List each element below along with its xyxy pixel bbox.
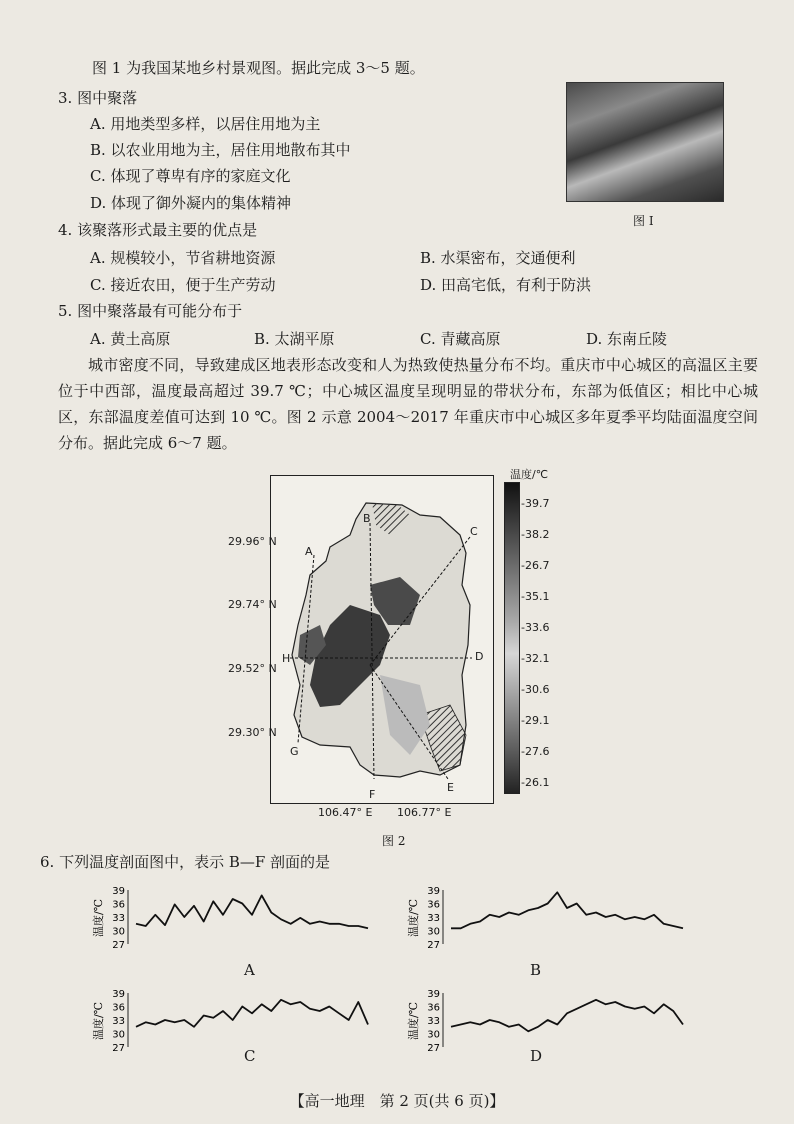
y-tick-label: 36 — [112, 1002, 125, 1014]
legend-tick: -35.1 — [521, 590, 550, 603]
legend-tick: -32.1 — [521, 652, 550, 665]
y-tick-label: 30 — [427, 926, 440, 938]
profile-chart-b[interactable] — [405, 882, 695, 954]
y-tick-label: 27 — [112, 940, 125, 951]
q3-stem: 3. 图中聚落 — [58, 89, 138, 107]
q4-option-a: A. 规模较小，节省耕地资源 — [90, 249, 276, 267]
q3-option-a: A. 用地类型多样，以居住用地为主 — [90, 115, 321, 133]
intro-fig2: 城市密度不同，导致建成区地表形态改变和人为热致使热量分布不均。重庆市中心城区的高温区主要位于中西部，温度最高超过 39.7 ℃；中心城区温度呈现明显的带状分布，东部为低值区；相比中心城区，东部温度差值可达到 10 ℃。图 2 示意 2004～2017 年重庆市中心城区多年夏季平均陆面温度空间分布。据此完成 6～7 题。 — [58, 356, 758, 452]
y-axis-title: 温度/℃ — [92, 1001, 105, 1041]
profile-line — [136, 895, 368, 928]
chart-label-a: A — [244, 961, 255, 979]
village-photo — [566, 82, 724, 202]
y-tick-label: 30 — [112, 926, 125, 938]
lat-label-2: 29.74° N — [228, 598, 277, 611]
q5-option-b: B. 太湖平原 — [254, 330, 335, 348]
legend-tick: -39.7 — [521, 497, 550, 510]
y-tick-label: 36 — [427, 899, 440, 911]
y-tick-label: 27 — [427, 1043, 440, 1054]
profile-line — [451, 1000, 683, 1032]
map-label-g: G — [290, 745, 299, 758]
lat-label-1: 29.96° N — [228, 535, 277, 548]
legend-tick: -29.1 — [521, 714, 550, 727]
y-axis-title: 温度/℃ — [92, 898, 105, 938]
q5-option-a: A. 黄土高原 — [90, 330, 171, 348]
q5-option-d: D. 东南丘陵 — [586, 330, 668, 348]
legend-tick: -26.1 — [521, 776, 550, 789]
legend-tick: -38.2 — [521, 528, 550, 541]
legend-tick: -33.6 — [521, 621, 550, 634]
map-label-d: D — [475, 650, 484, 663]
map-label-f: F — [369, 788, 376, 801]
chart-label-d: D — [530, 1047, 543, 1065]
chart-label-b: B — [530, 961, 542, 979]
y-tick-label: 39 — [112, 886, 125, 897]
profile-chart-c[interactable] — [90, 985, 380, 1057]
y-axis-title: 温度/℃ — [407, 898, 420, 938]
legend-tick: -30.6 — [521, 683, 550, 696]
y-tick-label: 39 — [427, 886, 440, 897]
map-label-h: H — [282, 652, 291, 665]
q4-stem: 4. 该聚落形式最主要的优点是 — [58, 221, 258, 239]
intro-fig1: 图 1 为我国某地乡村景观图。据此完成 3～5 题。 — [92, 59, 425, 77]
legend-tick: -26.7 — [521, 559, 550, 572]
lat-label-3: 29.52° N — [228, 662, 277, 675]
q5-option-c: C. 青藏高原 — [420, 330, 501, 348]
q3-option-c: C. 体现了尊卑有序的家庭文化 — [90, 167, 291, 185]
map-label-b: B — [363, 512, 371, 525]
y-tick-label: 39 — [112, 989, 125, 1000]
y-tick-label: 33 — [427, 913, 440, 924]
map-label-a: A — [305, 545, 313, 558]
chart-label-c: C — [244, 1047, 256, 1065]
fig1-caption: 图 I — [633, 214, 654, 228]
y-axis-title: 温度/℃ — [407, 1001, 420, 1041]
y-tick-label: 30 — [112, 1029, 125, 1041]
profile-chart-a[interactable] — [90, 882, 380, 954]
page-footer: 【高一地理 第 2 页(共 6 页)】 — [289, 1092, 505, 1110]
q3-option-d: D. 体现了御外凝内的集体精神 — [90, 194, 292, 212]
y-tick-label: 27 — [427, 940, 440, 951]
profile-chart-d[interactable] — [405, 985, 695, 1057]
y-tick-label: 36 — [427, 1002, 440, 1014]
q4-option-d: D. 田高宅低，有利于防洪 — [420, 276, 592, 294]
lat-label-4: 29.30° N — [228, 726, 277, 739]
y-tick-label: 39 — [427, 989, 440, 1000]
q3-option-b: B. 以农业用地为主，居住用地散布其中 — [90, 141, 351, 159]
legend-tick: -27.6 — [521, 745, 550, 758]
map-label-c: C — [470, 525, 478, 538]
q4-option-c: C. 接近农田，便于生产劳动 — [90, 276, 276, 294]
y-tick-label: 30 — [427, 1029, 440, 1041]
temperature-map — [270, 475, 492, 802]
legend-title: 温度/℃ — [510, 468, 549, 481]
y-tick-label: 27 — [112, 1043, 125, 1054]
y-tick-label: 33 — [112, 1016, 125, 1027]
lon-label-2: 106.77° E — [397, 806, 452, 819]
y-tick-label: 36 — [112, 899, 125, 911]
y-tick-label: 33 — [427, 1016, 440, 1027]
q4-option-b: B. 水渠密布，交通便利 — [420, 249, 576, 267]
lon-label-1: 106.47° E — [318, 806, 373, 819]
q6-stem: 6. 下列温度剖面图中，表示 B—F 剖面的是 — [40, 853, 331, 871]
profile-line — [136, 1000, 368, 1027]
fig2-caption: 图 2 — [382, 834, 406, 848]
q5-stem: 5. 图中聚落最有可能分布于 — [58, 302, 243, 320]
profile-line — [451, 892, 683, 928]
y-tick-label: 33 — [112, 913, 125, 924]
map-label-e: E — [447, 781, 454, 794]
temperature-legend — [504, 482, 520, 794]
